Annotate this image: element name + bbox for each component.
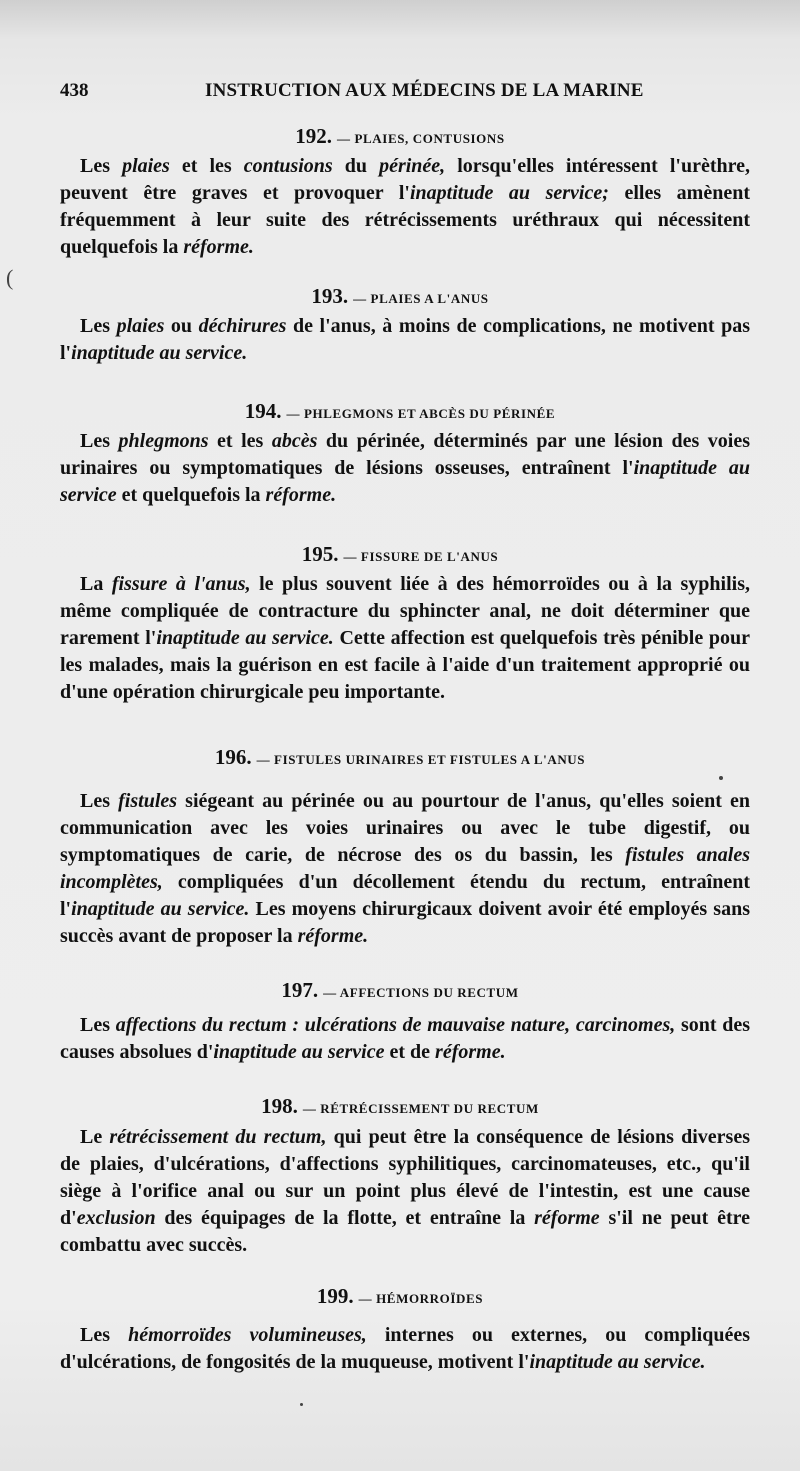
section-198-paragraph: Le rétrécissement du rectum, qui peut être la conséquence de lésions diverses de plaies, d'ulcérations, d'affections syphilitiques, carcinomateuses, etc., qu'il siège à l'orifice anal ou sur un point plus élevé de l'intestin, est une cause d'exclusion des équipages de la flotte, et entraîne la réforme s'il ne peut être combattu avec succès.: [60, 1126, 751, 1256]
running-title: INSTRUCTION AUX MÉDECINS DE LA MARINE: [205, 80, 644, 101]
speck-mark: [719, 776, 723, 780]
section-194-heading: 194. — PHLEGMONS ET ABCÈS DU PÉRINÉE: [244, 399, 556, 423]
section-195-heading: 195. — FISSURE DE L'ANUS: [301, 542, 499, 566]
page-header: [60, 80, 760, 106]
section-194-paragraph: Les phlegmons et les abcès du périnée, déterminés par une lésion des voies urinaires ou symptomatiques de lésions osseuses, entraînent l'inaptitude au service et quelquefois la réforme.: [60, 430, 750, 506]
margin-mark: (: [6, 265, 14, 290]
section-199-heading: 199. — HÉMORROÏDES: [316, 1284, 484, 1308]
section-193-heading: 193. — PLAIES A L'ANUS: [311, 284, 489, 308]
section-192-heading: 192. — PLAIES, CONTUSIONS: [295, 124, 505, 148]
section-196-heading: 196. — FISTULES URINAIRES ET FISTULES A L'ANUS: [214, 745, 586, 769]
section-196-paragraph: Les fistules siégeant au périnée ou au pourtour de l'anus, qu'elles soient en communication avec les voies urinaires ou avec le tube digestif, ou symptomatiques de carie, de nécrose des os du bassin, les fistules anales incomplètes, compliquées d'un décollement étendu du rectum, entraînent l'inaptitude au service. Les moyens chirurgicaux doivent avoir été employés sans succès avant de proposer la réforme.: [60, 790, 751, 947]
section-192-paragraph: Les plaies et les contusions du périnée, lorsqu'elles intéressent l'urèthre, peuvent être graves et provoquer l'inaptitude au service; elles amènent fréquemment à leur suite des rétrécissements uréthraux qui nécessitent quelquefois la réforme.: [60, 155, 750, 258]
section-195-paragraph: La fissure à l'anus, le plus souvent liée à des hémorroïdes ou à la syphilis, même compliquée de contracture du sphincter anal, ne doit déterminer que rarement l'inaptitude au service. Cette affection est quelquefois très pénible pour les malades, mais la guérison en est facile à l'aide d'un traitement approprié ou d'une opération chirurgicale peu importante.: [60, 573, 750, 703]
speck-mark: [300, 1403, 303, 1406]
section-197-paragraph: Les affections du rectum : ulcérations de mauvaise nature, carcinomes, sont des causes absolues d'inaptitude au service et de réforme.: [60, 1014, 750, 1063]
section-197-heading: 197. — AFFECTIONS DU RECTUM: [281, 978, 519, 1002]
section-199-paragraph: Les hémorroïdes volumineuses, internes ou externes, ou compliquées d'ulcérations, de fongosités de la muqueuse, motivent l'inaptitude au service.: [60, 1324, 750, 1373]
section-198-heading: 198. — RÉTRÉCISSEMENT DU RECTUM: [261, 1094, 539, 1118]
section-193-paragraph: Les plaies ou déchirures de l'anus, à moins de complications, ne motivent pas l'inaptitude au service.: [60, 315, 751, 364]
page-number: 438: [60, 80, 89, 101]
